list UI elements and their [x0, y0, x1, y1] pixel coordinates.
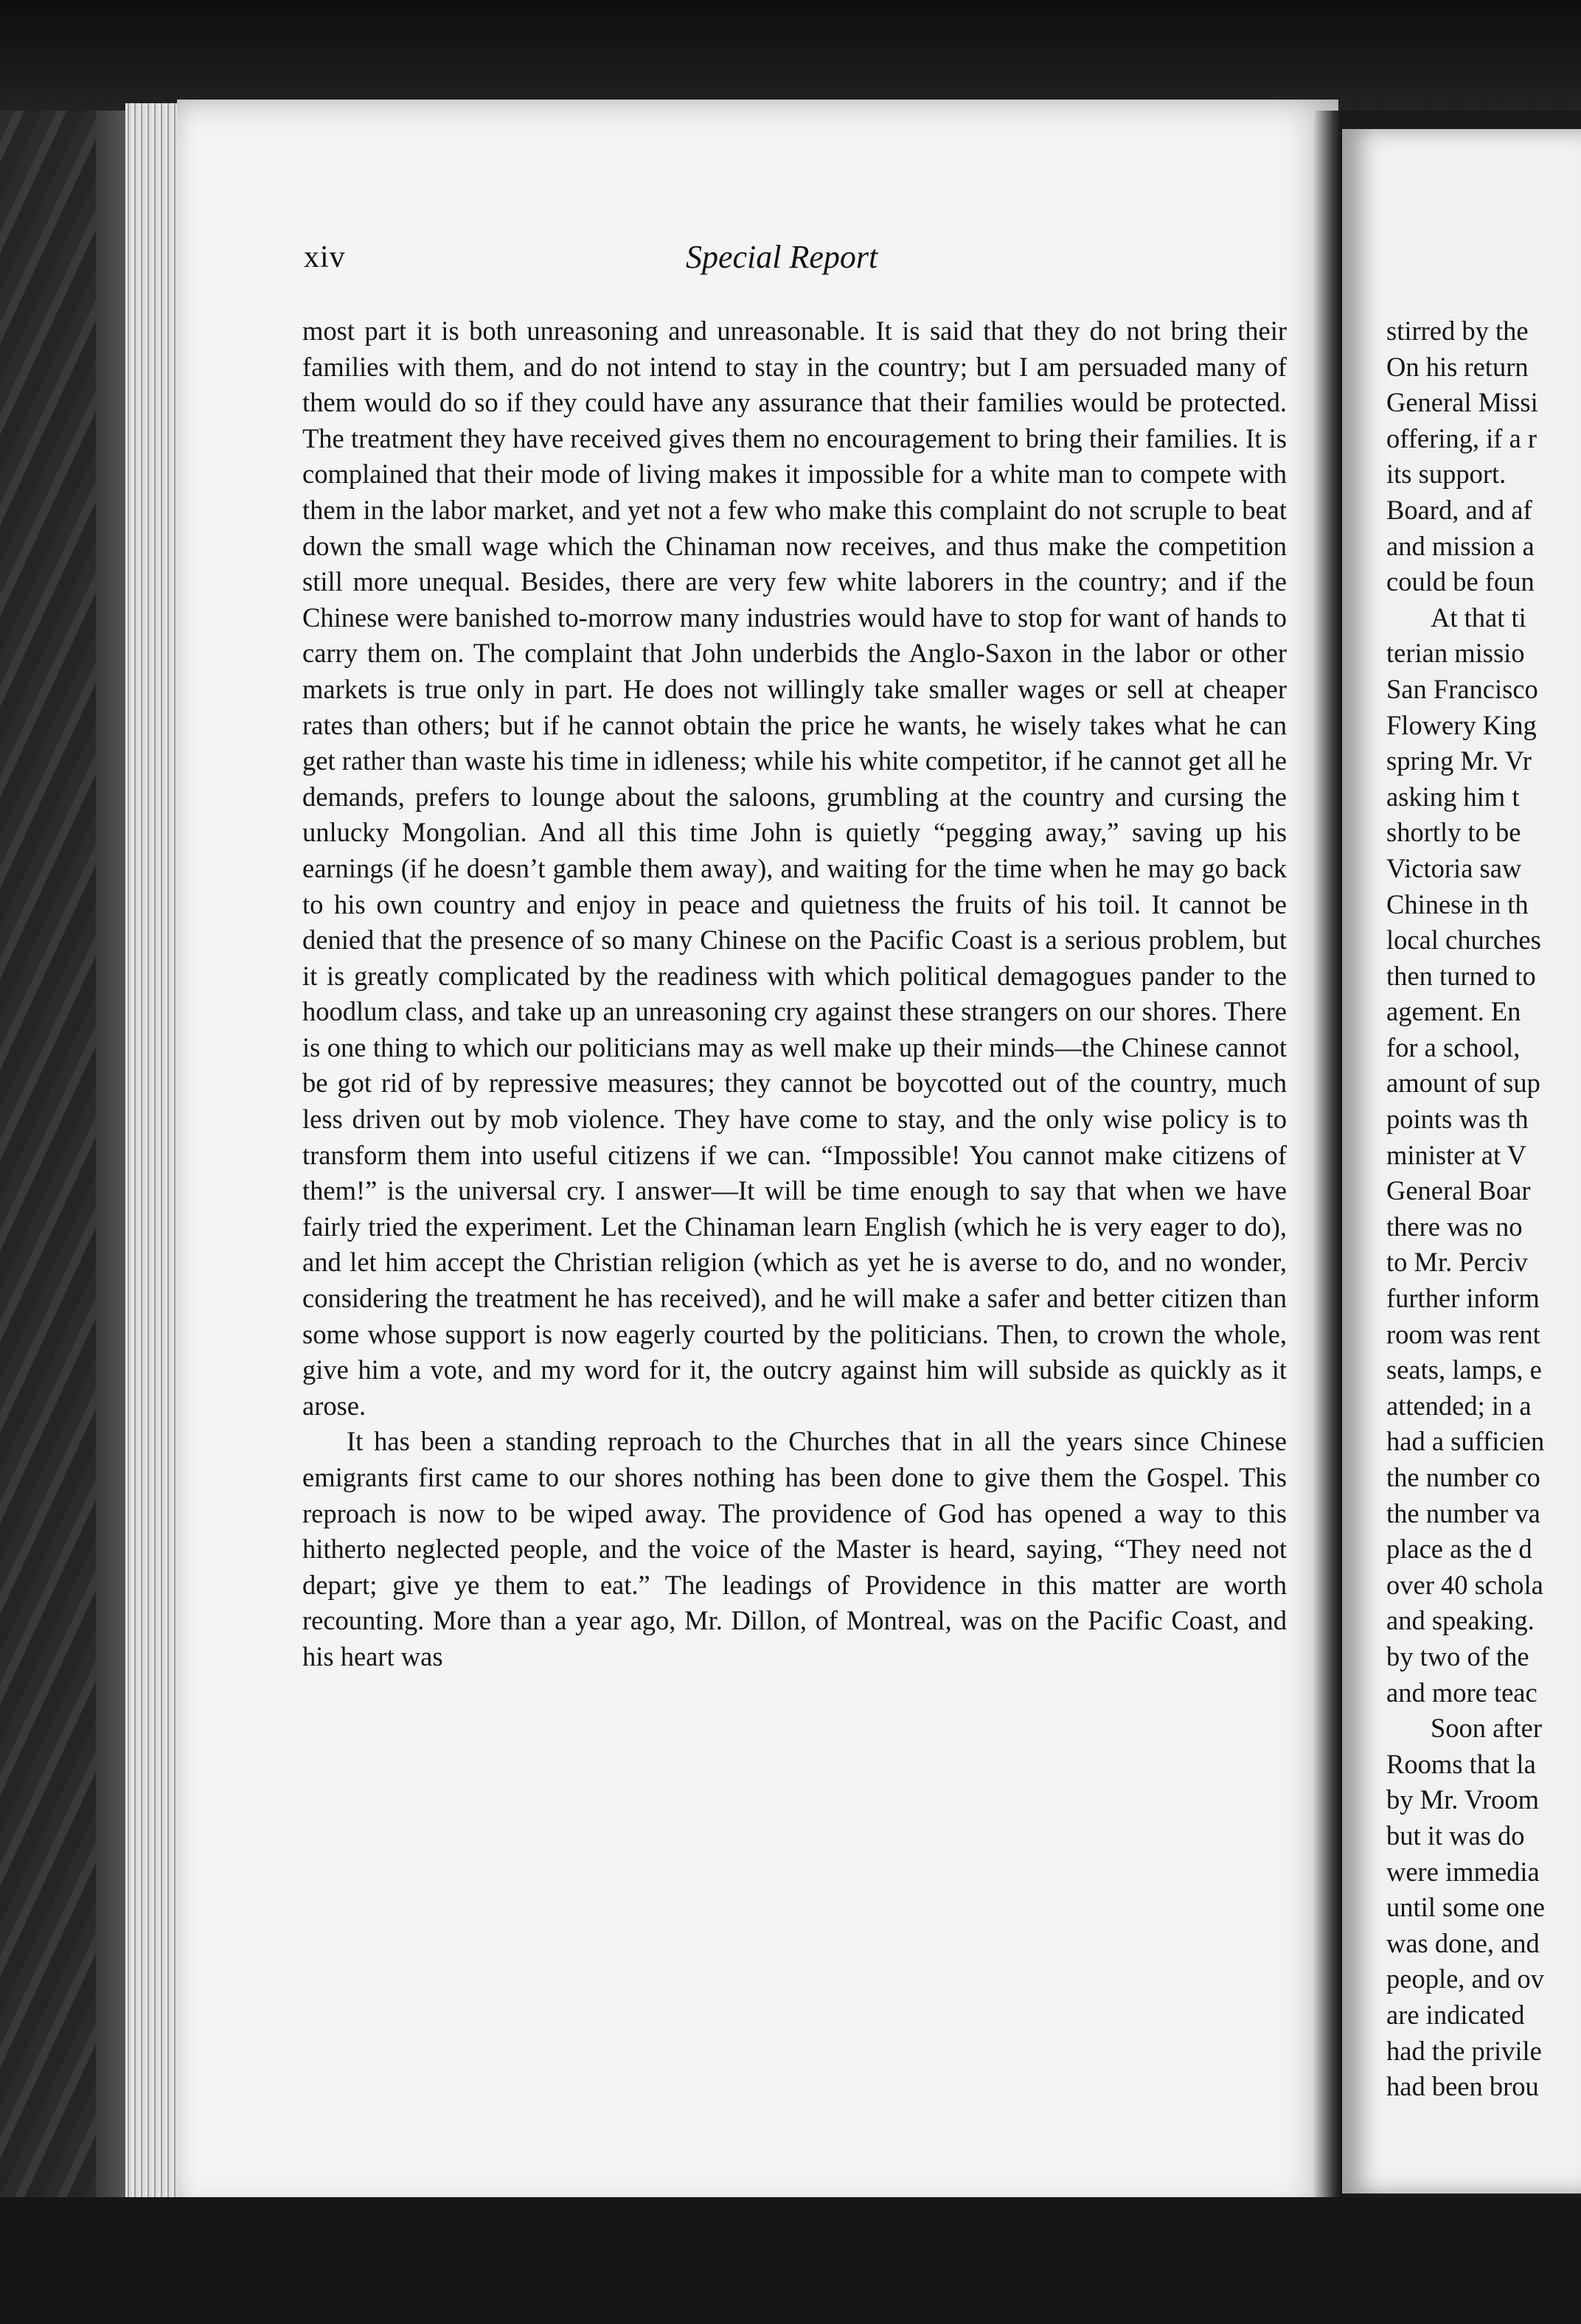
- right-page-line: terian missio: [1386, 638, 1525, 669]
- right-page-line: the number va: [1386, 1497, 1540, 1528]
- right-page-line: for a school,: [1386, 1031, 1521, 1062]
- running-head: Special Report: [686, 239, 878, 275]
- right-page-line: there was no: [1386, 1211, 1523, 1242]
- right-page-line: had a sufficien: [1386, 1426, 1545, 1457]
- right-page-line: spring Mr. Vr: [1386, 745, 1532, 776]
- right-page-line: and speaking.: [1386, 1605, 1535, 1636]
- right-page-line: its support.: [1386, 459, 1507, 490]
- right-page-line: then turned to: [1386, 960, 1536, 991]
- right-page-line: are indicated: [1386, 1999, 1525, 2030]
- scan-background-top: [0, 0, 1581, 111]
- right-page-line: shortly to be: [1386, 817, 1521, 848]
- right-page-line: by two of the: [1386, 1641, 1529, 1671]
- right-page-line: until some one: [1386, 1892, 1545, 1923]
- right-page-line: seats, lamps, e: [1386, 1354, 1542, 1385]
- right-page-line: amount of sup: [1386, 1068, 1540, 1099]
- right-page-line: attended; in a: [1386, 1390, 1532, 1421]
- right-page-line: Victoria saw: [1386, 852, 1522, 883]
- right-page-line: San Francisco: [1386, 673, 1538, 704]
- right-page-line: had the privile: [1386, 2035, 1542, 2066]
- right-page-line: local churches: [1386, 925, 1541, 956]
- right-page-line: could be foun: [1386, 566, 1535, 597]
- right-page-line: On his return: [1386, 351, 1529, 382]
- right-page-line: had been brou: [1386, 2071, 1539, 2102]
- right-page-line: over 40 schola: [1386, 1569, 1543, 1600]
- right-page-line: by Mr. Vroom: [1386, 1784, 1540, 1815]
- right-page-line: but it was do: [1386, 1820, 1525, 1851]
- right-page-line: and more teac: [1386, 1677, 1537, 1708]
- right-page-line: agement. En: [1386, 996, 1521, 1027]
- right-page-line: place as the d: [1386, 1534, 1532, 1565]
- right-page-line: were immedia: [1386, 1856, 1540, 1887]
- right-page-line: minister at V: [1386, 1139, 1526, 1170]
- right-page-line: Board, and af: [1386, 494, 1532, 525]
- main-text-column: [302, 313, 1287, 1675]
- paragraph: most part it is both unreasoning and unreasonable. It is said that they do not bring their families with them, and do not intend to stay in the country; but I am persuaded many of them would do so if they could have any assurance that their families would be protected. The treatment they have received gives them no encouragement to bring their families. It is complained that their mode of living makes it impossible for a white man to compete with them in the labor market, and yet not a few who make this complaint do not scruple to beat down the small wage which the Chinaman now receives, and thus make the competition still more unequal. Besides, there are very few white laborers in the country; and if the Chinese were banished to-morrow many industries would have to stop for want of hands to carry them on. The complaint that John underbids the Anglo-Saxon in the labor or other markets is true only in part. He does not willingly take smaller wages or sell at cheaper rates than others; but if he cannot obtain the price he wants, he wisely takes what he can get rather than waste his time in idleness; while his white competitor, if he cannot get all he demands, prefers to lounge about the saloons, grumbling at the country and cursing the unlucky Mongolian. And all this time John is quietly “pegging away,” saving up his earnings (if he doesn’t gamble them away), and waiting for the time when he may go back to his own country and enjoy in peace and quietness the fruits of his toil. It cannot be denied that the presence of so many Chinese on the Pacific Coast is a serious problem, but it is greatly complicated by the readiness with which political demagogues pander to the hoodlum class, and take up an unreasoning cry against these strangers on our shores. There is one thing to which our politicians may as well make up their minds—the Chinese cannot be got rid of by repressive measures; they cannot be boycotted out of the country, much less driven out by mob violence. They have come to stay, and the only wise policy is to transform them into useful citizens if we can. “Impossible! You cannot make citizens of them!” is the universal cry. I answer—It will be time enough to say that when we have fairly tried the experiment. Let the Chinaman learn English (which he is very eager to do), and let him accept the Christian religion (which as yet he is averse to do, and no wonder, considering the treatment he has received), and he will make a safer and better citizen than some whose support is now eagerly courted by the politicians. Then, to crown the whole, give him a vote, and my word for it, the outcry against him will subside as quickly as it arose.: [302, 316, 1287, 1421]
- right-page-line: Rooms that la: [1386, 1748, 1536, 1779]
- right-page-line: points was th: [1386, 1104, 1529, 1135]
- right-page-line: Chinese in th: [1386, 888, 1529, 919]
- right-page-line: Soon after: [1431, 1713, 1543, 1744]
- right-page-line: At that ti: [1431, 602, 1526, 633]
- right-page-text-column: [1386, 313, 1581, 2105]
- right-page-line: Flowery King: [1386, 709, 1537, 740]
- right-page-line: further inform: [1386, 1283, 1540, 1314]
- scan-background-bottom: [0, 2197, 1581, 2324]
- right-page-line: stirred by the: [1386, 316, 1529, 346]
- right-page-line: offering, if a r: [1386, 422, 1537, 453]
- paragraph: It has been a standing reproach to the Churches that in all the years since Chinese emigrants first came to our shores nothing has been done to give them the Gospel. This reproach is now to be wiped away. The providence of God has opened a way to this hitherto neglected people, and the voice of the Master is heard, saying, “They need not depart; give ye them to eat.” The leadings of Providence in this matter are worth recounting. More than a year ago, Mr. Dillon, of Montreal, was on the Pacific Coast, and his heart was: [302, 1426, 1287, 1671]
- right-page-line: the number co: [1386, 1462, 1540, 1492]
- right-page-line: room was rent: [1386, 1318, 1540, 1349]
- book-gutter: [1313, 111, 1342, 2197]
- right-page-line: and mission a: [1386, 530, 1535, 561]
- book-fore-edge: [0, 111, 125, 2197]
- right-page-line: was done, and: [1386, 1927, 1540, 1958]
- right-page-line: General Missi: [1386, 387, 1538, 418]
- page-number: xiv: [304, 240, 346, 274]
- right-page-line: General Boar: [1386, 1175, 1531, 1206]
- right-page-line: people, and ov: [1386, 1963, 1544, 1994]
- right-page-line: asking him t: [1386, 781, 1520, 812]
- page-stack-edge: [125, 103, 184, 2212]
- right-page-line: to Mr. Perciv: [1386, 1247, 1528, 1278]
